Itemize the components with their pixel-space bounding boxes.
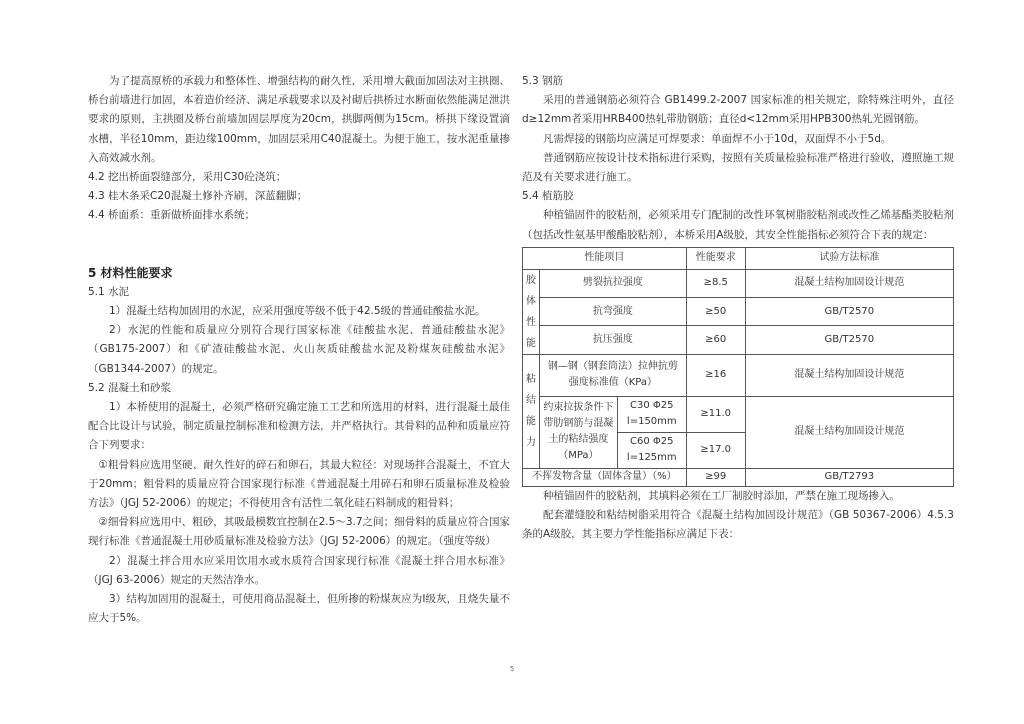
table-cell: ≥50 — [686, 298, 745, 326]
subsection-heading: 5.3 钢筋 — [522, 75, 564, 87]
table-cell: C30 Φ25 l=150mm — [617, 396, 686, 432]
paragraph: 种植锚固件的胶粘剂，其填料必须在工厂制胶时添加，严禁在施工现场掺入。 — [543, 489, 900, 502]
table-cell: GB/T2570 — [745, 298, 953, 326]
table-row — [523, 269, 954, 297]
paragraph: 种植锚固件的胶粘剂，必须采用专门配制的改性环氧树脂胶粘剂或改性乙烯基酯类胶粘剂（包括改性氨基甲酸酯胶粘剂），本桥采用A级胶，其安全性能指标必须符合下表的规定： — [522, 209, 954, 241]
section-heading: 5 材料性能要求 — [88, 265, 173, 280]
page-number: 5 — [509, 665, 515, 673]
paragraph: 1）本桥使用的混凝土，必须严格研究确定施工工艺和所选用的材料，进行混凝土最佳配合比设计与试验，制定质量控制标准和检测方法，并严格执行。其骨料的品种和质量应符合下列要求： — [88, 401, 510, 452]
table-cell: 混凝土结构加固设计规范 — [745, 269, 953, 297]
table-row — [523, 396, 954, 432]
paragraph: 1）混凝土结构加固用的水泥，应采用强度等级不低于42.5级的普通硅酸盐水泥。 — [109, 305, 486, 318]
header-item: 性能项目 — [523, 247, 687, 269]
table-cell: 混凝土结构加固设计规范 — [745, 354, 953, 396]
paragraph: 2）混凝土拌合用水应采用饮用水或水质符合国家现行标准《混凝土拌合用水标准》（JGJ 63-2006）规定的天然洁净水。 — [88, 554, 510, 586]
subsection-heading: 5.1 水泥 — [88, 285, 130, 298]
right-column — [522, 72, 954, 544]
table-cell: GB/T2793 — [745, 468, 953, 486]
paragraph: 4.2 挖出桥面裂缝部分，采用C30砼浇筑； — [88, 171, 287, 184]
table-cell: GB/T2570 — [745, 326, 953, 354]
table-header-row — [523, 247, 954, 269]
paragraph: 2）水泥的性能和质量应分别符合现行国家标准《硅酸盐水泥、普通硅酸盐水泥》（GB175-2007）和《矿渣硅酸盐水泥、火山灰质硅酸盐水泥及粉煤灰硅酸盐水泥》（GB1344-2007）的规定。 — [88, 324, 510, 375]
left-column — [88, 72, 510, 628]
table-cell: 抗弯强度 — [539, 298, 686, 326]
subsection-heading: 5.4 植筋胶 — [522, 190, 574, 203]
paragraph: 普通钢筋应按设计技术指标进行采购，按照有关质量检验标准严格进行验收，遵照施工规范及有关要求进行施工。 — [522, 151, 954, 184]
table-cell: ≥99 — [686, 468, 745, 486]
table-cell: ≥16 — [686, 354, 745, 396]
table-cell: 抗压强度 — [539, 326, 686, 354]
table-row — [523, 468, 954, 486]
paragraph: 采用的普通钢筋必须符合 GB1499.2-2007 国家标准的相关规定，除特殊注明外，直径d≥12mm者采用HRB400热轧带肋钢筋；直径d<12mm采用HPB300热轧光圆钢筋。 — [522, 94, 954, 126]
paragraph: 4.4 桥面系：重新做桥面排水系统； — [88, 209, 256, 222]
table-cell: 混凝土结构加固设计规范 — [745, 396, 953, 468]
table-row — [523, 354, 954, 396]
paragraph: 3）结构加固用的混凝土，可使用商品混凝土，但所掺的粉煤灰应为Ⅰ级灰，且烧失量不应大于5%。 — [88, 593, 510, 625]
header-requirement: 性能要求 — [686, 247, 745, 269]
table-cell: 劈裂抗拉强度 — [539, 269, 686, 297]
table-cell: 不挥发物含量（固体含量）（%） — [523, 468, 687, 486]
table-cell: C60 Φ25 l=125mm — [617, 432, 686, 468]
paragraph: 凡需焊接的钢筋均应满足可焊要求：单面焊不小于10d，双面焊不小于5d。 — [543, 132, 892, 145]
table-cell: ≥60 — [686, 326, 745, 354]
group-label-gel-properties: 胶 体 性 能 — [523, 269, 540, 354]
table-row — [523, 298, 954, 326]
paragraph: 为了提高原桥的承载力和整体性、增强结构的耐久性，采用增大截面加固法对主拱圈、桥台前墙进行加固，本着造价经济、满足承载要求以及衬砌后拱桥过水断面依然能满足泄洪要求的原则，主拱圈及桥台前墙加固层厚度为20cm，拱脚两侧为15cm。桥拱下缘设置滴水槽，半径10mm，距边缘100mm，加固层采用C40混凝土。为便于施工，按水泥重量掺入高效减水剂。 — [88, 75, 510, 164]
table-cell: 钢—钢（钢套筒法）拉伸抗剪强度标准值（KPa） — [539, 354, 686, 396]
paragraph: ①粗骨料应选用坚硬、耐久性好的碎石和卵石，其最大粒径：对现场拌合混凝土，不宜大于20mm；粗骨料的质量应符合国家现行标准《普通混凝土用碎石和卵石质量标准及检验方法》（JGJ 52-2006）的规定；不得使用含有活性二氧化硅石料制成的粗骨料； — [88, 458, 510, 510]
header-method: 试验方法标准 — [745, 247, 953, 269]
table-row — [523, 326, 954, 354]
group-label-bond-capacity: 粘 结 能 力 — [523, 354, 540, 468]
table-cell: ≥8.5 — [686, 269, 745, 297]
table-cell: ≥17.0 — [686, 432, 745, 468]
paragraph: 4.3 桂木条采C20混凝土修补齐刷，深蓝翻脚； — [88, 190, 308, 203]
adhesive-performance-table — [522, 247, 954, 487]
paragraph: 配套灌缝胶和粘结树脂采用符合《混凝土结构加固设计规范》（GB 50367-2006）4.5.3条的A级胶，其主要力学性能指标应满足下表： — [522, 509, 954, 541]
paragraph: ②细骨料应选用中、粗砂，其吸最模数宜控制在2.5～3.7之间；细骨料的质量应符合国家现行标准《普通混凝土用砂质量标准及检验方法》（JGJ 52-2006）的规定。（强度等级） — [88, 516, 510, 548]
table-cell: 约束拉拔条件下带肋钢筋与混凝土的粘结强度（MPa） — [539, 396, 617, 468]
subsection-heading: 5.2 混凝土和砂浆 — [88, 381, 172, 394]
table-cell: ≥11.0 — [686, 396, 745, 432]
